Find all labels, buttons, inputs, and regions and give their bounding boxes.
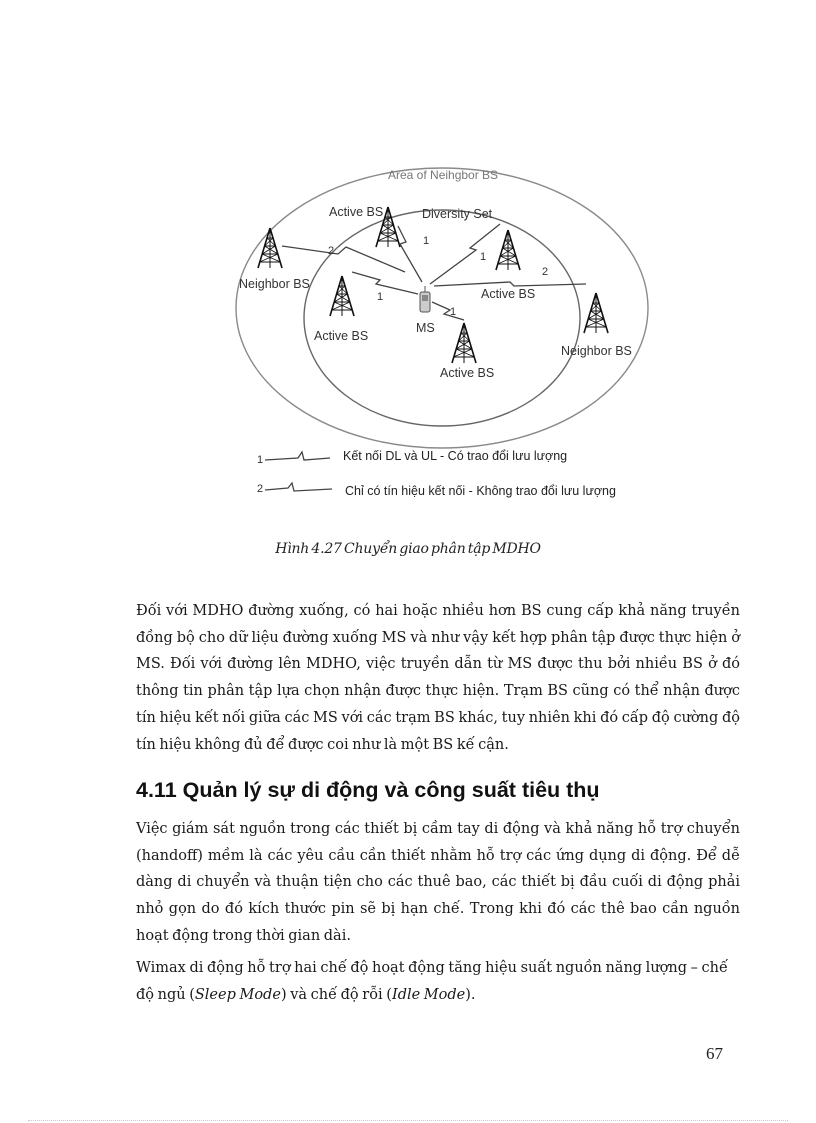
link-type1-active-bottom [432, 302, 464, 320]
idle-mode-term: Idle Mode [391, 986, 466, 1003]
modes-text-part1: Wimax di động hỗ trợ hai chế độ hoạt động tăng hiệu suất nguồn năng lượng – chế độ ngủ ( [136, 960, 728, 1003]
area-label: Area of Neihgbor BS [388, 168, 499, 182]
active-bs-tower-right [496, 230, 520, 270]
active-bs-label-left: Active BS [314, 329, 369, 343]
active-bs-tower-lower-left [330, 276, 354, 316]
active-bs-label-bottom: Active BS [440, 366, 495, 380]
modes-text-part3: ). [465, 986, 476, 1003]
link-type2-neighbor-right [434, 282, 586, 286]
neighbor-bs-tower-right [584, 293, 608, 333]
sleep-mode-term: Sleep Mode [194, 986, 281, 1003]
link-num-1-right: 1 [480, 251, 487, 263]
legend-text-2: Chỉ có tín hiệu kết nối - Không trao đổi lưu lượng [345, 484, 616, 498]
modes-text-part2: ) và chế độ rỗi ( [280, 986, 392, 1003]
legend-link-type2 [265, 483, 332, 491]
link-num-2-right: 2 [542, 266, 549, 278]
link-num-1-left: 1 [377, 291, 384, 303]
legend-link-type1 [265, 452, 330, 460]
neighbor-bs-tower-left [258, 228, 282, 268]
link-num-1-bottom: 1 [450, 306, 457, 318]
legend-num-2: 2 [257, 483, 264, 495]
link-num-1-top: 1 [423, 235, 430, 247]
page-number: 67 [706, 1044, 723, 1063]
neighbor-bs-label-left: Neighbor BS [239, 277, 310, 291]
section-heading: 4.11 Quản lý sự di động và công suất tiêu thụ [136, 778, 600, 802]
figure-caption: Hình 4.27 Chuyển giao phân tập MDHO [275, 541, 541, 557]
diversity-set-label: Diversity Set [422, 207, 493, 221]
diversity-set-ellipse [304, 210, 580, 426]
legend-text-1: Kết nối DL và UL - Có trao đổi lưu lượng [343, 449, 568, 463]
paragraph-mdho-downlink: Đối với MDHO đường xuống, có hai hoặc nhiều hơn BS cung cấp khả năng truyền đồng bộ cho dữ liệu đường xuống MS và như vậy kết hợp phân tập được thực hiện ở MS. Đối với đường lên MDHO, việc truyền dẫn từ MS được thu bởi nhiều BS ở đó thông tin phân tập lựa chọn nhận được thực hiện. Trạm BS cũng có thể nhận được tín hiệu kết nối giữa các MS với các trạm BS khác, tuy nhiên khi đó cấp độ cường độ tín hiệu không đủ để được coi như là một BS kế cận. [136, 603, 740, 753]
ms-label: MS [416, 321, 435, 335]
link-type1-active-top [398, 226, 422, 282]
paragraph-wimax-modes [136, 955, 740, 1008]
link-num-2-left: 2 [328, 245, 335, 257]
active-bs-label-top: Active BS [329, 205, 384, 219]
active-bs-tower-bottom [452, 323, 476, 363]
link-type1-active-right [430, 224, 500, 284]
active-bs-label-right: Active BS [481, 287, 536, 301]
link-type2-neighbor-left [282, 246, 405, 272]
paragraph-power-monitoring: Việc giám sát nguồn trong các thiết bị cầm tay di động và khả năng hỗ trợ chuyển (handoff) mềm là các yêu cầu cần thiết nhằm hỗ trợ các ứng dụng di động. Để dễ dàng di chuyển và thuận tiện cho các thuê bao, các thiết bị đầu cuối di động phải nhỏ gọn do đó kích thước pin sẽ bị hạn chế. Trong khi đó các thê bao cần nguồn hoạt động trong thời gian dài. [136, 821, 740, 944]
neighbor-bs-label-right: Neighbor BS [561, 344, 632, 358]
ms-phone-icon [420, 286, 430, 312]
link-type1-active-left [352, 272, 418, 294]
mdho-diagram [230, 160, 650, 510]
legend-num-1: 1 [257, 454, 264, 466]
page-bottom-rule [28, 1120, 788, 1121]
